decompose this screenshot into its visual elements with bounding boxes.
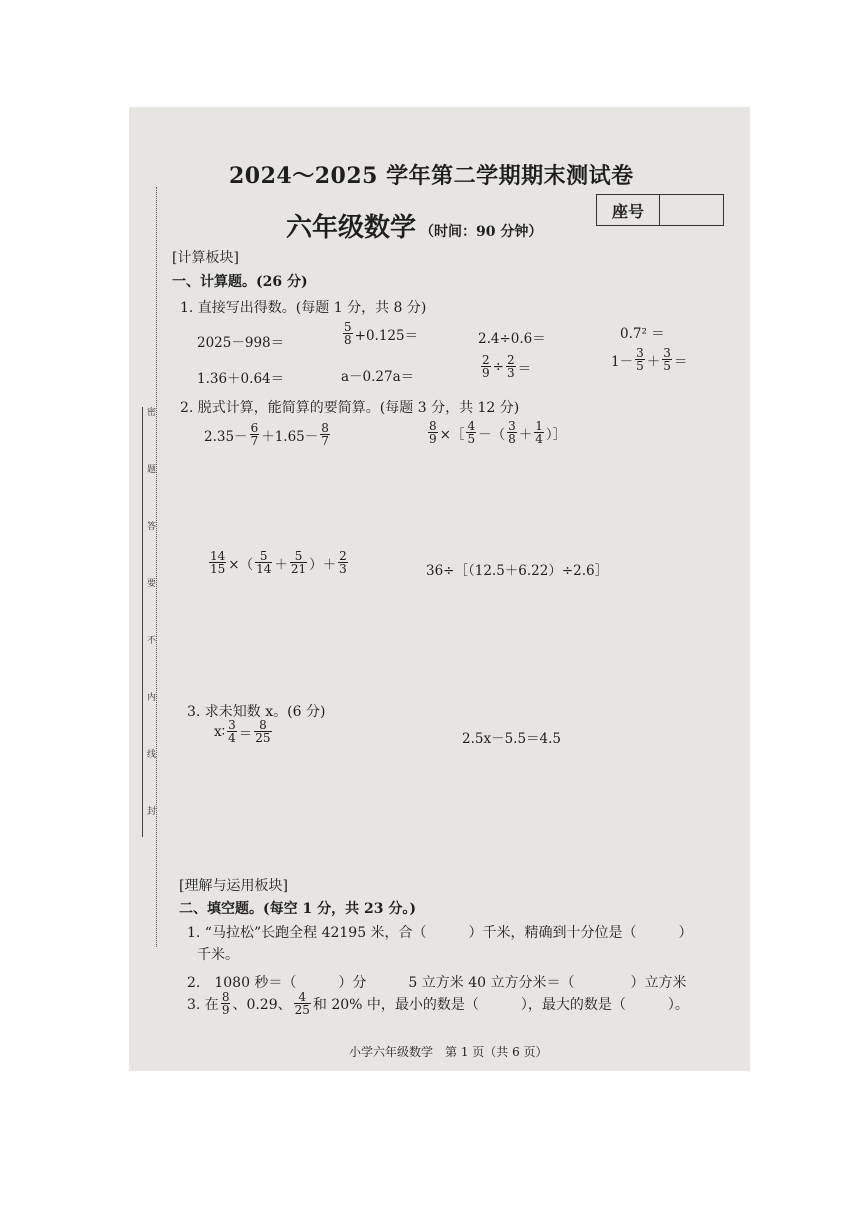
fraction: $\frac{6}{7}$ <box>250 421 259 448</box>
margin-char: 封 <box>147 807 157 817</box>
margin-char: 不 <box>147 636 157 646</box>
q2-expr-3: $\frac{14}{15}$ ×（ $\frac{5}{14}$ ＋ $\frac{5}{21}$ ）＋ $\frac{2}{3}$ <box>210 549 347 576</box>
fraction: $\frac{1}{4}$ <box>535 419 543 446</box>
fraction: $\frac{3}{5}$ <box>636 346 644 373</box>
margin-char: 要 <box>147 579 157 589</box>
subject-title: 六年级数学 <box>286 213 417 243</box>
fraction: $\frac{5}{14}$ <box>256 549 272 576</box>
margin-char: 内 <box>147 693 157 703</box>
fill-q3: 3. 在 $\frac{8}{9}$ 、0.29、 $\frac{4}{25}$ 和 20% 中，最小的数是（ ），最大的数是（ ）。 <box>187 990 689 1017</box>
fraction: $\frac{3}{4}$ <box>228 718 236 745</box>
exam-paper <box>129 107 750 1071</box>
fraction: $\frac{14}{15}$ <box>210 549 226 576</box>
q1-title: 1. 直接写出得数。(每题 1 分，共 8 分) <box>180 300 427 316</box>
fill-q1-line2: 千米。 <box>197 947 239 963</box>
q2-expr-4: 36÷［（12.5＋6.22）÷2.6］ <box>426 563 609 579</box>
section1-heading: 一、计算题。(26 分) <box>172 274 308 290</box>
seat-label: 座号 <box>597 195 660 225</box>
fraction: $\frac{5}{8}$ <box>344 320 352 347</box>
fraction: $\frac{2}{3}$ <box>506 353 515 380</box>
section2-heading: 二、填空题。(每空 1 分，共 23 分。) <box>179 901 416 917</box>
time-note: （时间：90 分钟） <box>420 224 543 240</box>
binding-dotted-line <box>156 187 157 947</box>
fraction: $\frac{8}{25}$ <box>255 718 271 745</box>
q1-item-4: 0.7² ＝ <box>620 326 665 342</box>
q3-expr-1: x∶ $\frac{3}{4}$ ＝ $\frac{8}{25}$ <box>214 718 271 745</box>
fraction: $\frac{3}{5}$ <box>663 346 671 373</box>
fraction: $\frac{2}{3}$ <box>339 549 347 576</box>
binding-solid-line <box>142 407 143 837</box>
calc-block-label: [计算板块] <box>172 250 239 266</box>
seat-number-field[interactable] <box>660 195 723 225</box>
q1-item-3: 2.4÷0.6＝ <box>478 331 546 347</box>
fraction: $\frac{5}{21}$ <box>290 549 307 576</box>
q3-title: 3. 求未知数 x。(6 分) <box>187 704 326 720</box>
margin-char: 密 <box>147 408 157 418</box>
q1-item-6: a－0.27a＝ <box>341 369 415 385</box>
q2-title: 2. 脱式计算，能简算的要简算。(每题 3 分，共 12 分) <box>180 400 520 416</box>
q1-item-5: 1.36＋0.64＝ <box>197 371 285 387</box>
fill-q1-line1: 1. “马拉松”长跑全程 42195 米，合（ ）千米，精确到十分位是（ ） <box>187 925 693 941</box>
q2-expr-1: 2.35－ $\frac{6}{7}$ ＋1.65－ $\frac{8}{7}$ <box>204 421 329 448</box>
fraction: $\frac{2}{9}$ <box>482 353 490 380</box>
q1-item-2: $\frac{5}{8}$ +0.125＝ <box>344 320 419 347</box>
q1-item-8: 1－ $\frac{3}{5}$ ＋ $\frac{3}{5}$ ＝ <box>611 346 688 373</box>
fraction: $\frac{4}{5}$ <box>467 419 476 446</box>
page-footer: 小学六年级数学 第 1 页（共 6 页） <box>349 1045 548 1059</box>
apply-block-label: [理解与运用板块] <box>179 878 288 894</box>
margin-char: 题 <box>147 465 157 475</box>
q2-expr-2: $\frac{8}{9}$ ×［ $\frac{4}{5}$ －（ $\frac{3}{8}$ ＋ $\frac{1}{4}$ ）］ <box>429 419 567 446</box>
seat-number-box <box>596 194 724 226</box>
fraction: $\frac{3}{8}$ <box>508 419 516 446</box>
exam-title: 2024～2025 学年第二学期期末测试卷 <box>229 163 634 189</box>
fraction: $\frac{4}{25}$ <box>294 990 310 1017</box>
fraction: $\frac{8}{9}$ <box>429 419 437 446</box>
q1-item-1: 2025－998＝ <box>197 335 285 351</box>
exam-subtitle <box>286 207 542 244</box>
margin-char: 线 <box>147 750 157 760</box>
fraction: $\frac{8}{9}$ <box>221 990 230 1017</box>
q1-item-7: $\frac{2}{9}$ ÷ $\frac{2}{3}$ ＝ <box>482 353 532 380</box>
fill-q2: 2. 1080 秒＝（ ）分 5 立方米 40 立方分米＝（ ）立方米 <box>187 975 687 991</box>
margin-char: 答 <box>147 522 157 532</box>
q3-expr-2: 2.5x－5.5＝4.5 <box>462 731 562 747</box>
fraction: $\frac{8}{7}$ <box>321 421 329 448</box>
